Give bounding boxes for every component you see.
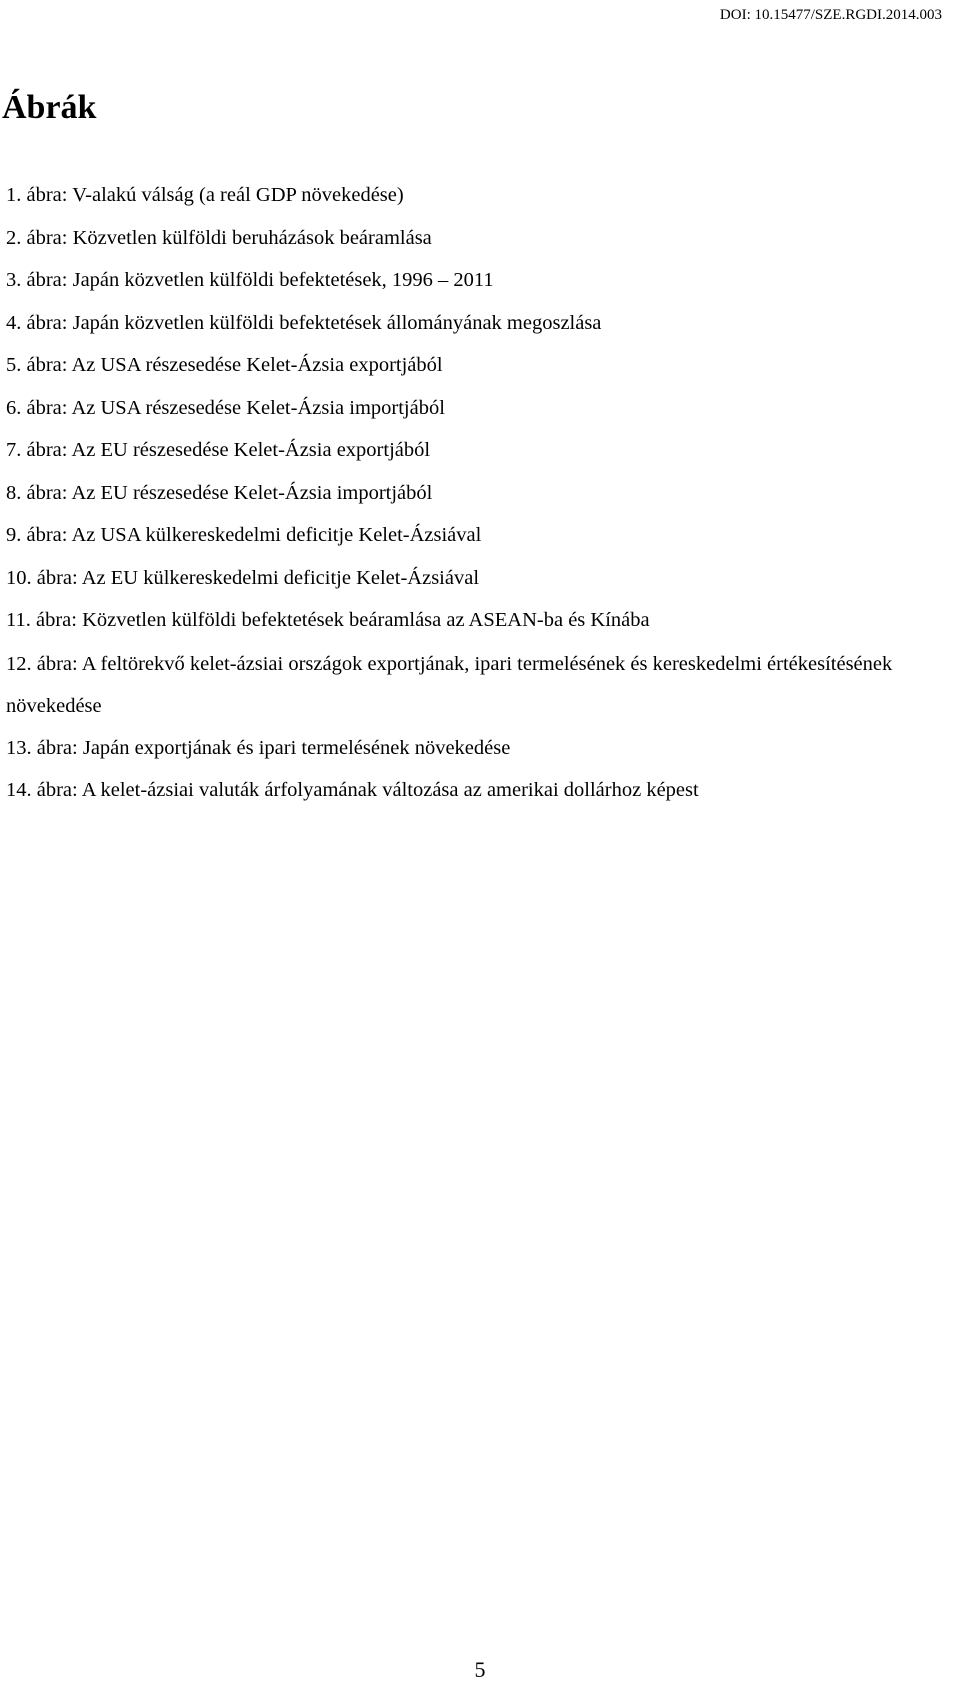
figure-list-item: 14. ábra: A kelet-ázsiai valuták árfolyamának változása az amerikai dollárhoz képest	[6, 779, 699, 801]
figure-list-item: 10. ábra: Az EU külkereskedelmi deficitje Kelet-Ázsiával	[6, 566, 480, 589]
figure-list-item: 7. ábra: Az EU részesedése Kelet-Ázsia exportjából	[6, 439, 431, 461]
doi-reference: DOI: 10.15477/SZE.RGDI.2014.003	[719, 7, 942, 23]
figure-list-item: 9. ábra: Az USA külkereskedelmi deficitje Kelet-Ázsiával	[6, 524, 482, 546]
section-title: Ábrák	[2, 89, 97, 126]
figure-list-item: 12. ábra: A feltörekvő kelet-ázsiai országok exportjának, ipari termelésének és kereskedelmi értékesítésének növekedése	[6, 652, 893, 717]
figure-list	[6, 182, 946, 820]
figure-list-item: 13. ábra: Japán exportjának és ipari termelésének növekedése	[6, 736, 511, 759]
page-number	[0, 1656, 960, 1684]
figure-list-item: 3. ábra: Japán közvetlen külföldi befektetések, 1996 – 2011	[6, 269, 494, 291]
figure-list-item: 11. ábra: Közvetlen külföldi befektetések beáramlása az ASEAN-ba és Kínába	[6, 609, 650, 631]
figure-list-item: 1. ábra: V-alakú válság (a reál GDP növekedése)	[6, 184, 404, 206]
figure-list-item: 8. ábra: Az EU részesedése Kelet-Ázsia importjából	[6, 481, 433, 504]
page-number-label: 5	[474, 1657, 486, 1682]
figure-list-item: 5. ábra: Az USA részesedése Kelet-Ázsia exportjából	[6, 354, 443, 376]
figure-list-item: 4. ábra: Japán közvetlen külföldi befektetések állományának megoszlása	[6, 311, 602, 334]
figure-list-item: 6. ábra: Az USA részesedése Kelet-Ázsia importjából	[6, 396, 445, 419]
figure-list-item: 2. ábra: Közvetlen külföldi beruházások beáramlása	[6, 226, 432, 249]
